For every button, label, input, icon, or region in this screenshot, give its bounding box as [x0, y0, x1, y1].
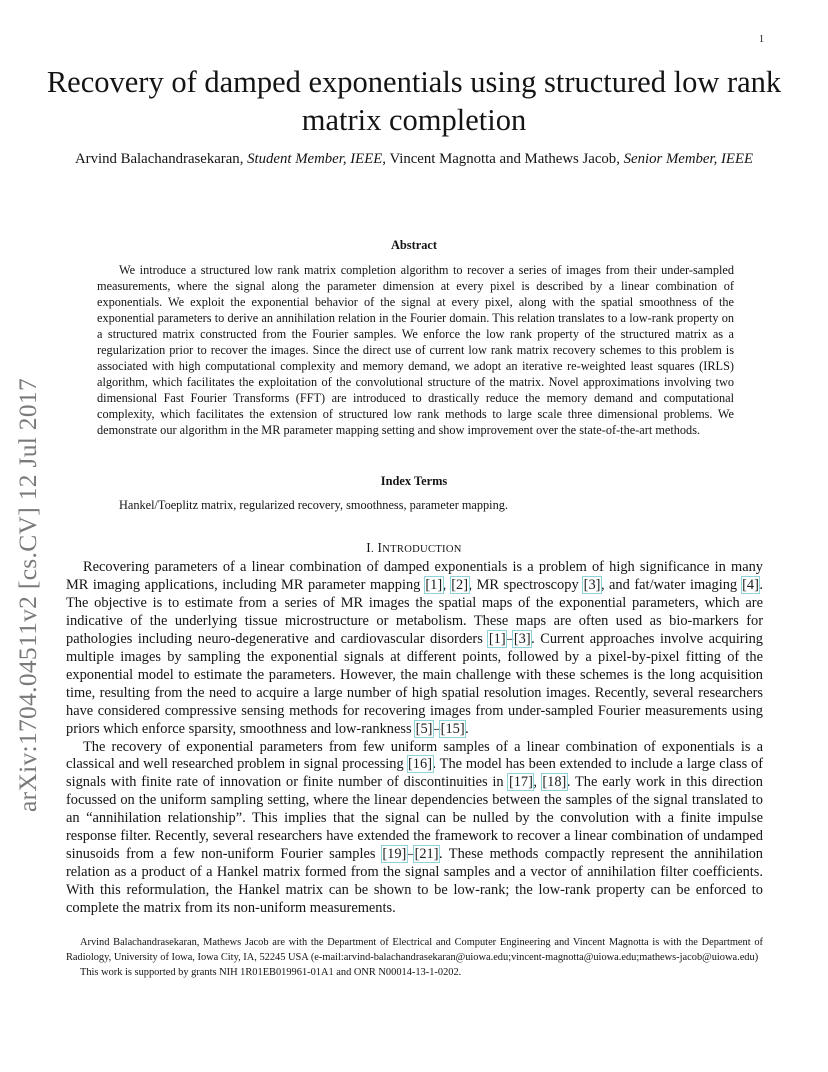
abstract-text: We introduce a structured low rank matrix completion algorithm to recover a series of images from their under-sampled measurements, where the signal along the parameter dimension at every pixel is described by a linear combination of exponentials. We exploit the exponential behavior of the signal at every pixel, along with the spatial smoothness of the exponential parameters to derive an annihilation relation in the Fourier domain. This relation translates to a low-rank property on a structured matrix constructed from the Fourier samples. We enforce the low rank property of the structured matrix as a regularization prior to recover the images. Since the direct use of current low rank matrix recovery schemes to this problem is associated with high computational complexity and memory demand, we adopt an iterative re-weighted least squares (IRLS) algorithm, which facilitates the exploitation of the convolutional structure of the matrix. Novel approximations involving two dimensional Fast Fourier Transforms (FFT) are introduced to drastically reduce the memory demand and computational complexity, which facilitates the extension of structured low rank methods to large scale three dimensional problems. We demonstrate our algorithm in the MR parameter mapping setting and show improvement over the state-of-the-art methods.: [97, 263, 734, 437]
section-heading: [40, 540, 788, 556]
footnote-affiliation: Arvind Balachandrasekaran, Mathews Jacob are with the Department of Electrical and Computer Engineering and Vincent Magnotta is with the Department of Radiology, University of Iowa, Iowa City, IA, 52245 USA (e-mail:arvind-balachandrasekaran@uiowa.edu;vincent-magnotta@uiowa.edu;mathews-jacob@uiowa.edu): [66, 937, 763, 963]
author-name-1: Arvind Balachandrasekaran,: [74, 151, 244, 167]
citation-link[interactable]: [1]: [425, 576, 443, 593]
citation-link[interactable]: [4]: [742, 576, 759, 593]
introduction-body: [66, 559, 763, 918]
paper-title: Recovery of damped exponentials using structured low rank matrix completion: [46, 65, 782, 137]
index-terms-heading: Index Terms: [380, 474, 448, 488]
citation-link[interactable]: [5]: [415, 720, 433, 737]
author-affiliation-1: Student Member, IEEE,: [247, 151, 386, 167]
introduction-paragraph-2: The recovery of exponential parameters from few uniform samples of a linear combination of exponentials is a classical and well researched problem in signal processing [16]. The model has been extended to include a large class of signals with finite rate of innovation or finite number of discontinuities in [17], [18]. The early work in this direction focussed on the uniform sampling setting, where the linear dependencies between the samples of the signal translated to an “annihilation relationship”. This implies that the signal can be nulled by the convolution with a finite impulse response filter. Recently, several researchers have extended the framework to recover a linear combination of undamped sinusoids from a few non-uniform Fourier samples [19]–[21]. These methods compactly represent the annihilation relation as a product of a Hankel matrix formed from the signal samples and a vector of annihilation filter coefficients. With this reformulation, the Hankel matrix can be shown to be low-rank; the low-rank property can be enforced to complete the matrix from its non-uniform measurements.: [66, 738, 763, 917]
citation-link[interactable]: [17]: [508, 774, 533, 791]
citation-link[interactable]: [18]: [542, 774, 567, 791]
citation-link[interactable]: [3]: [513, 630, 531, 647]
abstract-heading: Abstract: [390, 238, 438, 252]
footnotes: [66, 935, 763, 980]
citation-link[interactable]: [2]: [451, 576, 469, 593]
citation-link[interactable]: [15]: [440, 720, 465, 737]
author-name-2: Vincent Magnotta and Mathews Jacob,: [389, 151, 620, 167]
section-heading-text: I. INTRODUCTION: [366, 540, 462, 555]
citation-link[interactable]: [21]: [414, 846, 439, 863]
citation-link[interactable]: [19]: [382, 846, 407, 863]
author-list: [70, 150, 758, 169]
footnote-funding: This work is supported by grants NIH 1R01EB019961-01A1 and ONR N00014-13-1-0202.: [80, 967, 462, 978]
arxiv-stamp: arXiv:1704.04511v2 [cs.CV] 12 Jul 2017: [13, 377, 42, 812]
introduction-paragraph-1: Recovering parameters of a linear combination of damped exponentials is a problem of high significance in many MR imaging applications, including MR parameter mapping [1], [2], MR spectroscopy [3], and fat/water imaging [4]. The objective is to estimate from a series of MR images the spatial maps of the exponential parameters, which are indicative of the underlying tissue microstructure or metabolism. These maps are often used as bio-markers for pathologies including neuro-degenerative and cardiovascular disorders [1]–[3]. Current approaches involve acquiring multiple images by sampling the exponential signals at different points, followed by a pixel-by-pixel fitting of the exponential model to estimate the parameters. However, the main challenge with these schemes is the long acquisition time, resulting from the need to acquire a large number of high spatial resolution images. Recently, several researchers have considered compressive sensing methods for recovering images from under-sampled Fourier measurements using priors which enforce sparsity, smoothness and low-rankness [5]–[15].: [66, 559, 764, 737]
page-number: 1: [759, 34, 764, 45]
index-terms-text: Hankel/Toeplitz matrix, regularized recovery, smoothness, parameter mapping.: [119, 498, 508, 512]
citation-link[interactable]: [1]: [488, 630, 506, 647]
citation-link[interactable]: [16]: [408, 756, 432, 773]
author-affiliation-2: Senior Member, IEEE: [623, 151, 754, 167]
citation-link[interactable]: [3]: [583, 576, 601, 593]
